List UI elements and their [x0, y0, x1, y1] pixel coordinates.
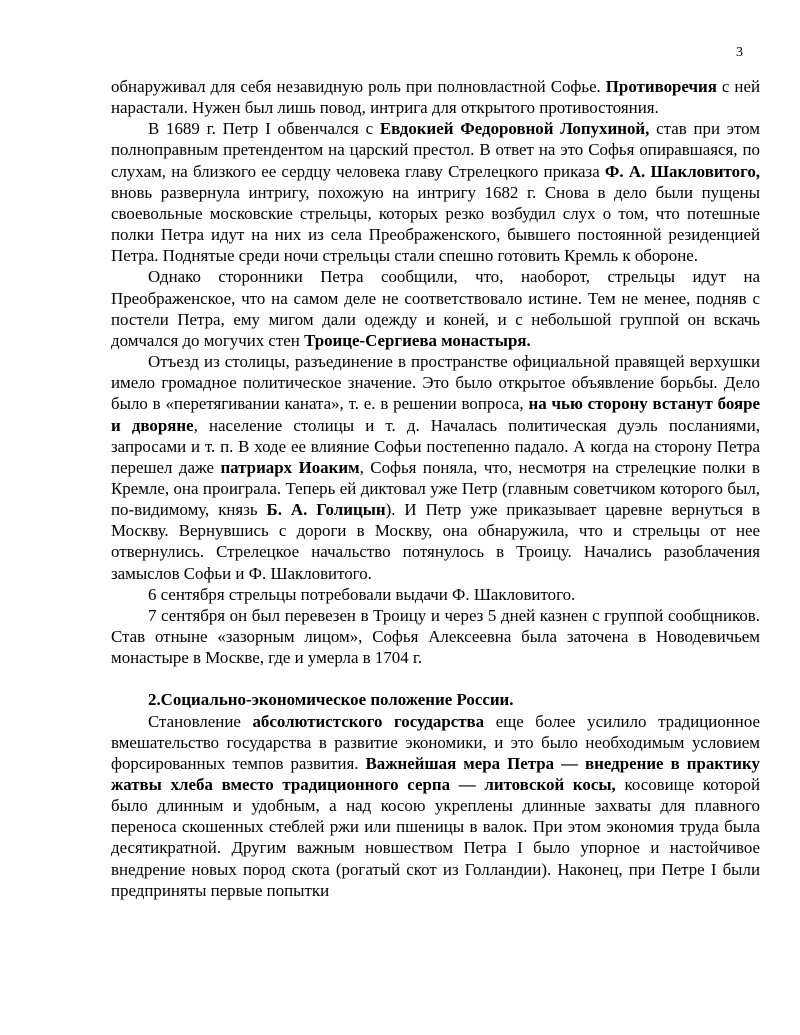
text-run: став при этом полноправным претендентом на царский престол. В ответ на это Софья опиравшаяся, по слухам, на близкого ее сердцу человека главу Стрелецкого приказа	[111, 119, 760, 181]
paragraph	[111, 711, 760, 901]
text-run: еще более усилило традиционное вмешательство государства в развитие экономики, и это было необходимым условием форсированных темпов развития.	[111, 711, 760, 773]
text-run: с ней нарастали. Нужен был лишь повод, интрига для открытого противостояния.	[111, 77, 760, 118]
paragraph	[111, 351, 760, 584]
text-run: Становление	[148, 711, 253, 731]
text-run: , население столицы и т. д. Началась политическая дуэль посланиями, запросами и т. п. В ходе ее влияние Софьи постепенно падало. А когда на сторону Петра перешел даже	[111, 415, 760, 477]
history-paragraphs	[111, 76, 760, 668]
text-run: вновь развернула интригу, похожую на интригу 1682 г. Снова в дело были пущены своевольные московские стрельцы, которых резко возбудил слух о том, что потешные полки Петра идут на них из села Преображенского, бывшего постоянной резиденцией Петра. Поднятые среди ночи стрельцы стали спешно готовить Кремль к обороне.	[111, 182, 760, 266]
bold-text: абсолютистского государства	[252, 711, 485, 731]
page-number: 3	[736, 45, 743, 60]
text-run: косовище которой было длинным и удобным, а над косою укреплены длинные захваты для плавного переноса скошенных стеблей ржи или пшеницы в валок. При этом экономия труда была десятикратной. Другим важным новшеством Петра I было упорное и настойчивое внедрение новых пород скота (рогатый скот из Голландии). Наконец, при Петре I были предприняты первые попытки	[111, 775, 760, 900]
document-body	[111, 76, 760, 901]
text-run: Однако сторонники Петра сообщили, что, наоборот, стрельцы идут на Преображенское, что на самом деле не соответствовало истине. Тем не менее, подняв с постели Петра, ему мигом дали одежду и коней, и с небольшой группой он вскачь домчался до могучих стен	[111, 267, 760, 350]
bold-text: Троице-Сергиева монастыря.	[304, 330, 531, 350]
text-run: 7 сентября он был перевезен в Троицу и через 5 дней казнен с группой сообщников. Став отныне «зазорным лицом», Софья Алексеевна была заточена в Новодевичьем монастыре в Москве, где и умерла в 1704 г.	[111, 605, 760, 668]
paragraph	[111, 605, 760, 668]
bold-text: патриарх Иоаким	[220, 457, 360, 477]
bold-text: Б. А. Голицын	[266, 500, 386, 520]
text-run: , Софья поняла, что, несмотря на стрелецкие полки в Кремле, она проиграла. Теперь ей диктовал уже Петр (главным советчиком которого был, по-видимому, князь	[111, 457, 761, 520]
bold-text: Противоречия	[605, 77, 717, 96]
text-run: обнаруживал для себя незавидную роль при полновластной Софье.	[111, 77, 606, 96]
bold-text: Важнейшая мера Петра — внедрение в практику жатвы хлеба вместо традиционного серпа — литовской косы,	[111, 753, 760, 794]
bold-text: Евдокией Федоровной Лопухиной,	[379, 119, 650, 139]
bold-text: Ф. А. Шакловитого,	[604, 161, 760, 181]
paragraph	[111, 584, 760, 605]
section-heading: 2.Социально-экономическое положение России.	[148, 690, 514, 710]
paragraph	[111, 266, 760, 351]
text-run: Отъезд из столицы, разъединение в пространстве официальной правящей верхушки имело громадное политическое значение. Это было открытое объявление борьбы. Дело было в «перетягивании каната», т. е. в решении вопроса,	[111, 352, 760, 414]
paragraph	[111, 76, 760, 118]
text-run: В 1689 г. Петр I обвенчался с	[148, 119, 380, 139]
section-paragraphs	[111, 711, 760, 901]
text-run: 6 сентября стрельцы потребовали выдачи Ф. Шакловитого.	[148, 584, 576, 604]
paragraph	[111, 118, 760, 266]
text-run: ). И Петр уже приказывает царевне вернуться в Москву. Вернувшись с дороги в Москву, она обнаружила, что и стрельцы от нее отвернулись. Стрелецкое начальство потянулось в Троицу. Начались разоблачения замыслов Софьи и Ф. Шакловитого.	[111, 500, 760, 583]
bold-text: на чью сторону встанут бояре и дворяне	[111, 394, 761, 435]
